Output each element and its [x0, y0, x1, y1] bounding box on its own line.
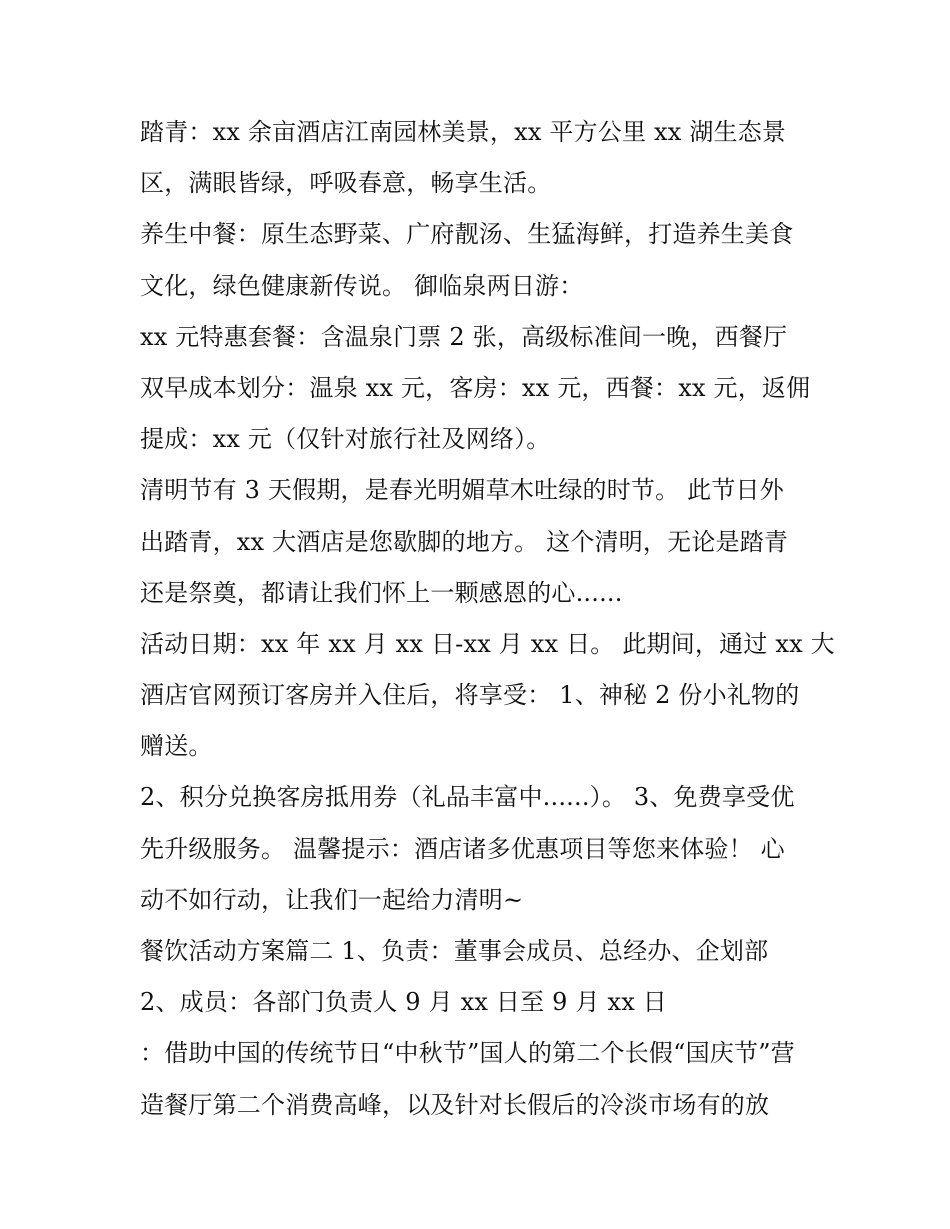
text-line: ：借助中国的传统节日“中秋节”国人的第二个长假“国庆节”营	[140, 1039, 795, 1068]
text-line: 区，满眼皆绿，呼吸春意，畅享生活。	[140, 169, 552, 198]
text-line: 2、积分兑换客房抵用券（礼品丰富中......）。 3、免费享受优	[140, 783, 795, 812]
text-line: 酒店官网预订客房并入住后，将享受： 1、神秘 2 份小礼物的	[140, 681, 800, 710]
text-line: 文化，绿色健康新传说。 御临泉两日游：	[140, 271, 584, 300]
text-line: 出踏青，xx 大酒店是您歇脚的地方。 这个清明，无论是踏青	[140, 527, 789, 556]
text-line: 双早成本划分：温泉 xx 元，客房：xx 元，西餐：xx 元，返佣	[140, 373, 811, 402]
text-line: 养生中餐：原生态野菜、广府靓汤、生猛海鲜，打造养生美食	[140, 220, 794, 249]
text-line: 先升级服务。 温馨提示：酒店诸多优惠项目等您来体验！ 心	[140, 834, 785, 863]
text-line: 餐饮活动方案篇二 1、负责：董事会成员、总经办、企划部	[140, 937, 769, 965]
text-line: 2、成员：各部门负责人 9 月 xx 日至 9 月 xx 日	[140, 988, 667, 1017]
text-line: 踏青：xx 余亩酒店江南园林美景，xx 平方公里 xx 湖生态景	[140, 118, 787, 146]
document-body	[140, 107, 835, 1131]
text-line: 清明节有 3 天假期，是春光明媚草木吐绿的时节。 此节日外	[140, 476, 784, 505]
text-line: 赠送。	[140, 732, 213, 761]
text-line: 还是祭奠，都请让我们怀上一颗感恩的心......	[140, 578, 623, 607]
text-line: 提成：xx 元（仅针对旅行社及网络）。	[140, 425, 551, 454]
text-line: 造餐厅第二个消费高峰，以及针对长假后的冷淡市场有的放	[140, 1090, 770, 1119]
text-line: 活动日期：xx 年 xx 月 xx 日-xx 月 xx 日。 此期间，通过 xx 大	[140, 629, 835, 658]
text-line: xx 元特惠套餐：含温泉门票 2 张，高级标准间一晚，西餐厅	[140, 322, 788, 351]
text-line: 动不如行动，让我们一起给力清明~	[140, 885, 524, 914]
